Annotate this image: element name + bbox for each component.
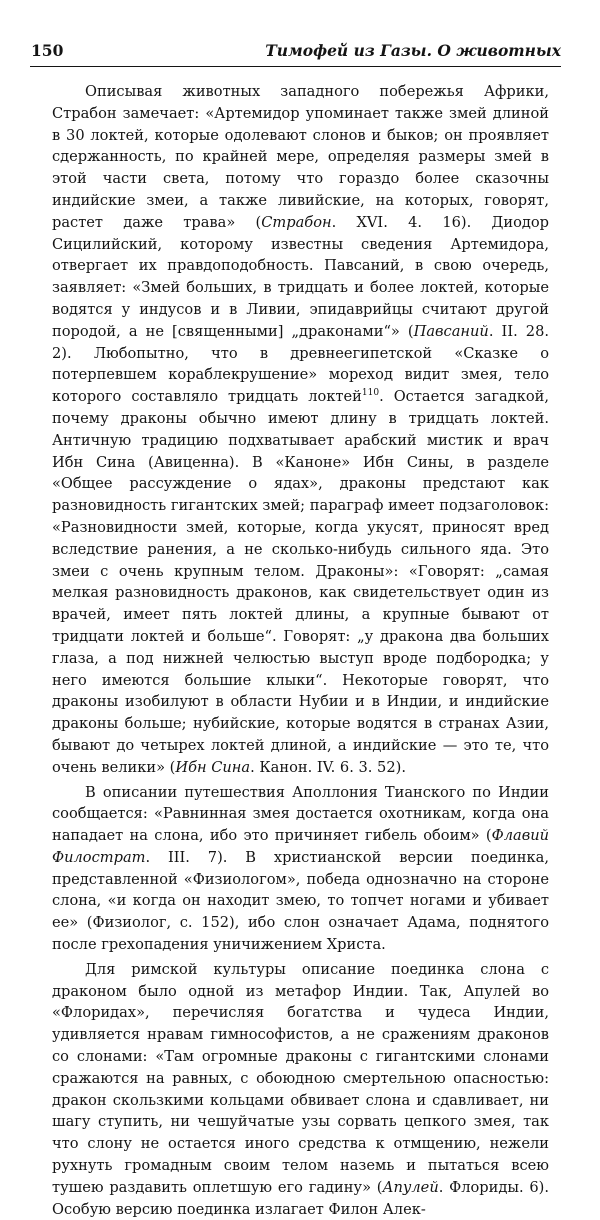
paragraph <box>52 959 549 1220</box>
text-run: В описании путешествия Аполлония Тианского по Индии сообщается: «Равнинная змея достается охотникам, когда она нападает на слона, ибо это причиняет гибель обоим» ( <box>52 783 549 845</box>
citation-source: Страбон <box>261 213 332 231</box>
text-run: . Флориды. 6). Особую версию поединка излагает Филон Алек- <box>52 1178 549 1218</box>
text-run: . XVI. 4. 16). Диодор Сицилийский, которому известны сведения Артемидора, отвергает их правдоподобность. Павсаний, в свою очередь, заявляет: «Змей больших, в тридцать и более локтей, которые водятся у индусов и в Ливии, эпидаврийцы считают другой породой, а не [священными] „драконами“» ( <box>52 213 549 340</box>
text-run: . Остается загадкой, почему драконы обычно имеют длину в тридцать локтей. Античную традицию подхватывает арабский мистик и врач Ибн Сина (Авиценна). В «Каноне» Ибн Сины, в разделе «Общее рассуждение о ядах», драконы предстают как разновидность гигантских змей; параграф имеет подзаголовок: «Разновидности змей, которые, когда укусят, приносят вред вследствие ранения, а не сколько-нибудь сильного яда. Это змеи с очень крупным телом. Драконы»: «Говорят: „самая мелкая разновидность драконов, как свидетельствует один из врачей, имеет пять локтей длины, а крупные бывают от тридцати локтей и больше“. Говорят: „у дракона два больших глаза, а под нижней челюстью выступ вроде подбородка; у него имеются большие клыки“. Некоторые говорят, что драконы изобилуют в области Нубии и в Индии, и индийские драконы больше; нубийские, которые водятся в странах Азии, бывают до четырех локтей длиной, а индийские — это те, что очень велики» ( <box>52 388 549 776</box>
paragraph <box>52 81 549 779</box>
citation-source: Флавий Филострат <box>52 827 549 866</box>
text-run: . II. 28. 2). Любопытно, что в древнеегипетской «Сказке о потерпевшем кораблекрушение» мореход видит змея, тело которого составляло тридцать локтей <box>52 322 549 406</box>
text-run: . Канон. IV. 6. 3. 52). <box>250 758 406 776</box>
body-text <box>52 81 549 1220</box>
text-run: Описывая животных западного побережья Африки, Страбон замечает: «Артемидор упоминает также змей длиной в 30 локтей, которые одолевают слонов и быков; он проявляет сдержанность, по крайней мере, определяя размеры змей в этой части света, потому что гораздо более сказочны индийские змеи, а также ливийские, на которых, говорят, растет даже трава» ( <box>52 83 549 231</box>
page-number: 150 <box>31 41 64 60</box>
header-rule <box>30 66 561 67</box>
text-run: Для римской культуры описание поединка слона с драконом было одной из метафор Индии. Так, Апулей во «Флоридах», перечисляя богатства и чудеса Индии, удивляется нравам гимнософистов, а не сражениям драконов со слонами: «Там огромные драконы с гигантскими слонами сражаются на равных, с обоюдною смертельною опасностью: дракон скользкими кольцами обвивает слона и сдавливает, ни шагу ступить, ни чешуйчатые узы сорвать цепкого змея, так что слону не остается иного средства к отмщению, нежели рухнуть громадным своим телом наземь и пытаться всею тушею раздавить оплетшую его гадину» ( <box>52 960 549 1196</box>
running-title: Тимофей из Газы. О животных <box>265 41 561 60</box>
citation-source: Апулей <box>382 1178 439 1196</box>
text-run: . III. 7). В христианской версии поединка, представленной «Физиологом», победа однозначно на стороне слона, «и когда он находит змею, то топчет ногами и убивает ее» (Физиолог, с. 152), ибо слон означает Адама, поднятого после грехопадения уничижением Христа. <box>52 848 549 954</box>
citation-source: Павсаний <box>413 322 489 340</box>
citation-source: Ибн Сина <box>175 758 251 776</box>
page-header <box>30 38 561 62</box>
paragraph <box>52 782 549 956</box>
footnote-ref[interactable]: 110 <box>361 388 380 399</box>
